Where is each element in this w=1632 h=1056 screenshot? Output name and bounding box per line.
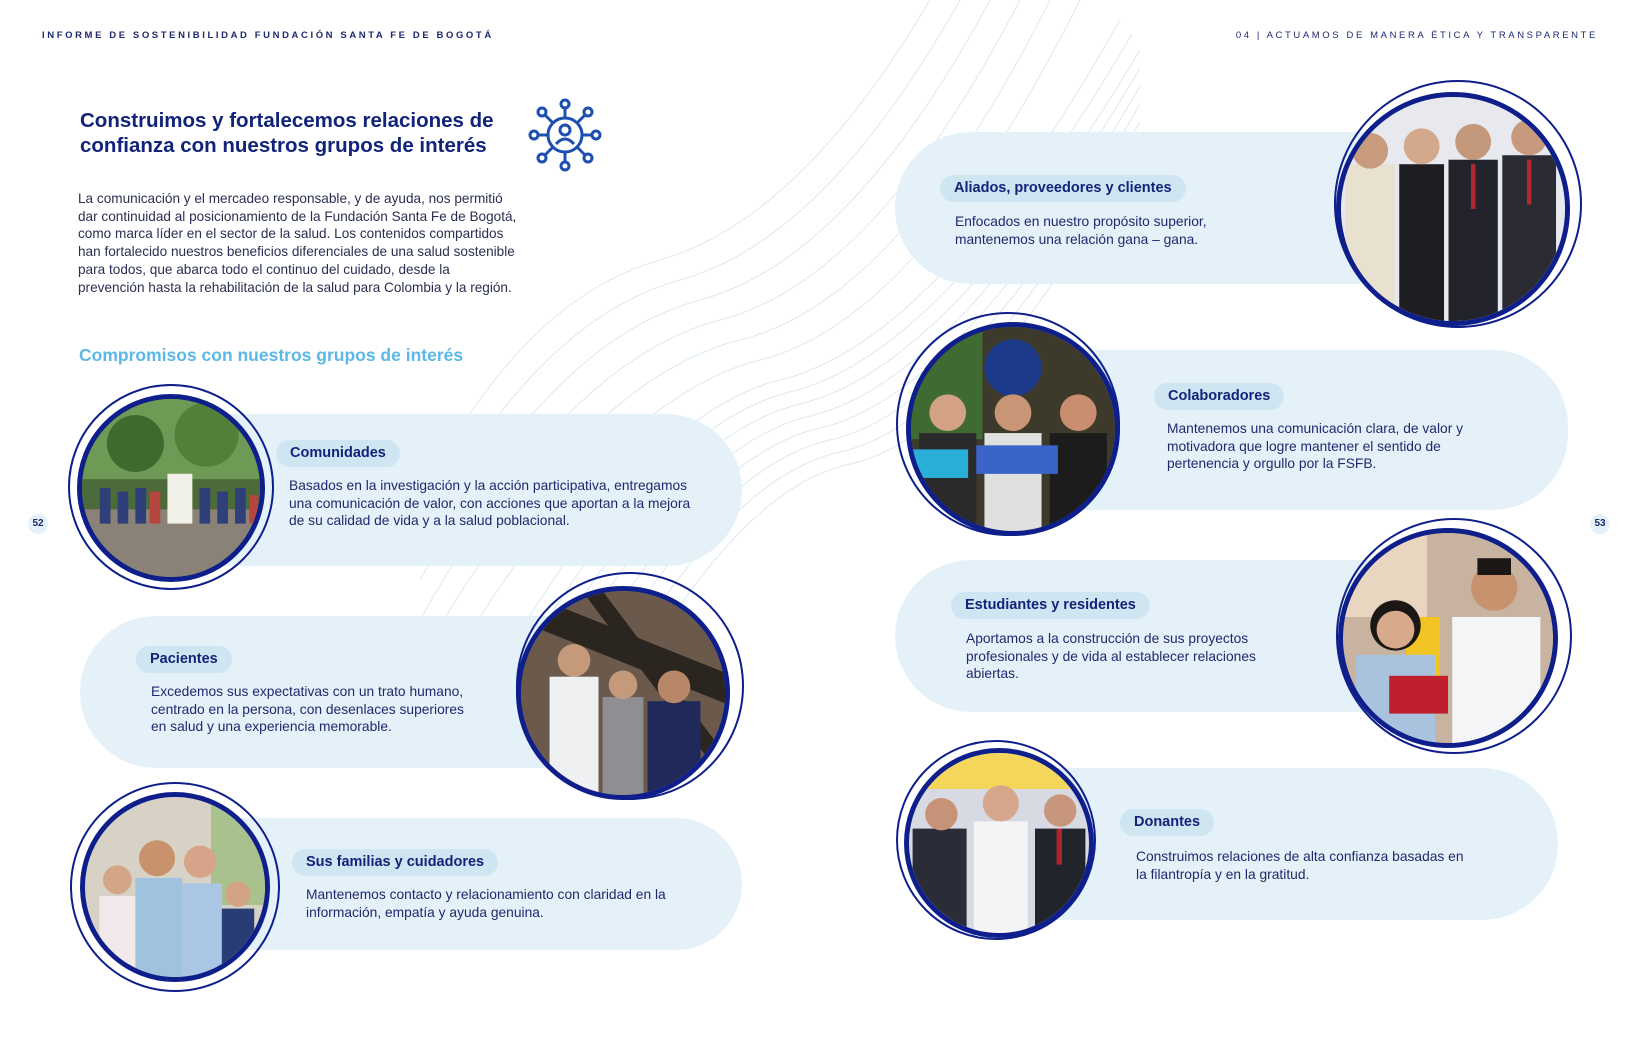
group-text-comunidades: Basados en la investigación y la acción participativa, entregamos una comunicación de valor, con acciones que aportan a la mejora de su calidad de vida y a la salud poblacional.	[289, 478, 691, 529]
pacientes-photo	[516, 586, 730, 800]
group-label-pacientes: Pacientes	[136, 646, 232, 673]
group-label-comunidades: Comunidades	[276, 440, 400, 467]
page-number-left: 52	[28, 514, 48, 534]
network-people-icon	[528, 98, 602, 172]
running-header-right: 04 | ACTUAMOS DE MANERA ÉTICA Y TRANSPARENTE	[1235, 30, 1598, 41]
group-text-aliados: Enfocados en nuestro propósito superior, mantenemos una relación gana – gana.	[955, 214, 1207, 247]
section-subtitle: Compromisos con nuestros grupos de interés	[79, 345, 464, 365]
group-label-estudiantes: Estudiantes y residentes	[951, 592, 1150, 619]
comunidades-photo	[77, 394, 265, 582]
group-text-familias: Mantenemos contacto y relacionamiento con claridad en la información, empatía y ayuda genuina.	[306, 887, 666, 920]
group-text-estudiantes: Aportamos a la construcción de sus proyectos profesionales y de vida al establecer relaciones abiertas.	[966, 631, 1256, 682]
colaboradores-photo	[906, 322, 1120, 536]
aliados-photo	[1336, 92, 1570, 326]
group-text-pacientes: Excedemos sus expectativas con un trato humano, centrado en la persona, con desenlaces superiores en salud y una experiencia memorable.	[151, 684, 464, 735]
group-label-colaboradores: Colaboradores	[1154, 383, 1284, 410]
group-text-colaboradores: Mantenemos una comunicación clara, de valor y motivadora que logre mantener el sentido de pertenencia y orgullo por la FSFB.	[1167, 421, 1464, 472]
familias-photo	[80, 792, 270, 982]
estudiantes-photo	[1338, 528, 1558, 748]
page-title: Construimos y fortalecemos relaciones de confianza con nuestros grupos de interés	[80, 109, 494, 157]
group-text-donantes: Construimos relaciones de alta confianza basadas en la filantropía y en la gratitud.	[1136, 849, 1464, 882]
running-header-left: INFORME DE SOSTENIBILIDAD FUNDACIÓN SANTA FE DE BOGOTÁ	[42, 30, 494, 41]
group-label-familias: Sus familias y cuidadores	[292, 849, 498, 876]
card-aliados	[895, 132, 1375, 284]
intro-paragraph: La comunicación y el mercadeo responsable, y de ayuda, nos permitió dar continuidad al posicionamiento de la Fundación Santa Fe de Bogotá, como marca líder en el sector de la salud. Los contenidos compartidos han fortalecido nuestros beneficios diferenciales de una salud sostenible para todos, que abarca todo el continuo del cuidado, desde la prevención hasta la rehabilitación de la salud para Colombia y la región.	[78, 191, 517, 295]
group-label-aliados: Aliados, proveedores y clientes	[940, 175, 1186, 202]
donantes-photo	[904, 748, 1094, 938]
page-number-right: 53	[1590, 514, 1610, 534]
group-label-donantes: Donantes	[1120, 809, 1214, 836]
